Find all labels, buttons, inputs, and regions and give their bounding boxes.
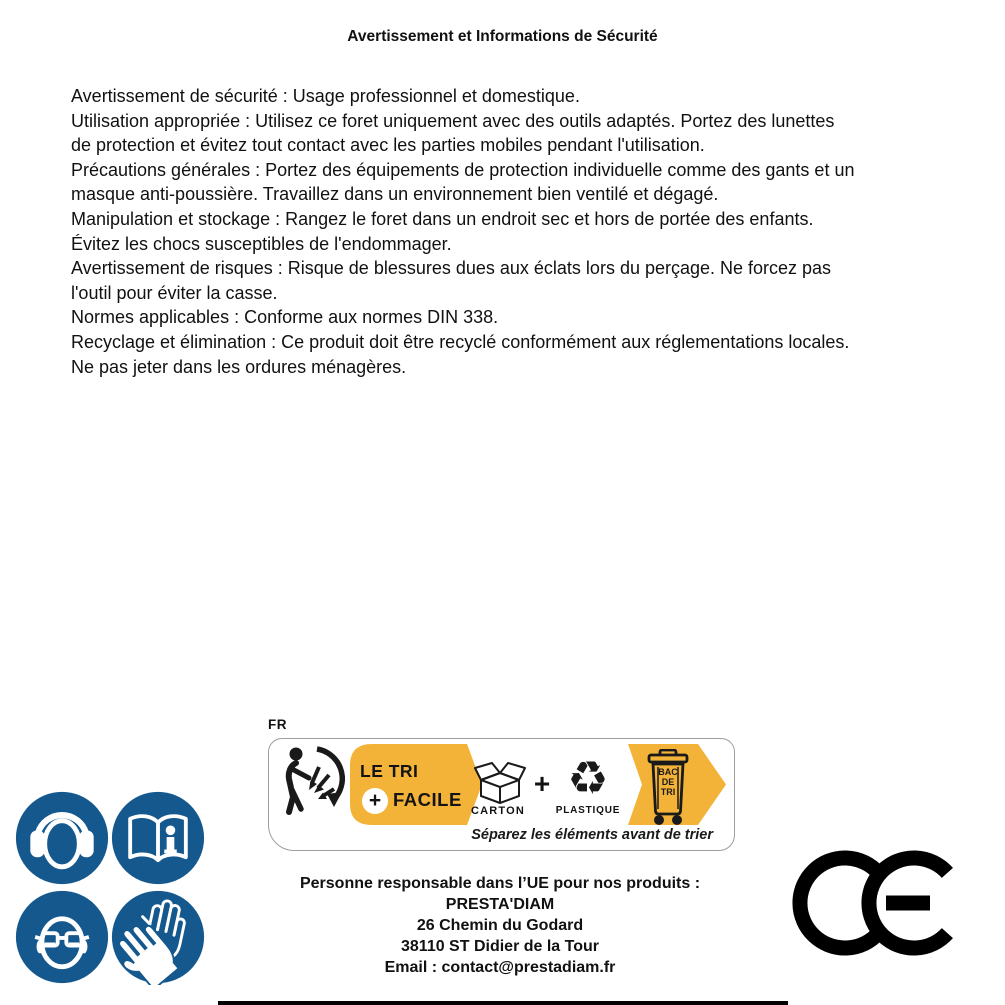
safety-text-line: l'outil pour éviter la casse. (71, 282, 278, 303)
responsible-person-line: Email : contact@prestadiam.fr (384, 959, 616, 976)
safety-text-line: Précautions générales : Portez des équipements de protection individuelle comme des gants et un (71, 159, 855, 180)
sorting-footer-note: Séparez les éléments avant de trier (471, 827, 713, 843)
country-code-label: FR (268, 717, 287, 732)
bin-text-line: TRI (660, 787, 676, 797)
wear-protective-gloves-icon (110, 889, 206, 985)
safety-text-line: Normes applicables : Conforme aux normes DIN 338. (71, 307, 499, 328)
material-plastique-label: PLASTIQUE (555, 805, 621, 816)
bin-text-line: DE (661, 777, 675, 787)
safety-text-line: Avertissement de sécurité : Usage professionnel et domestique. (71, 86, 580, 106)
safety-text-line: de protection et évitez tout contact avec les parties mobiles pendant l'utilisation. (71, 135, 705, 156)
ce-marking-icon (792, 843, 962, 963)
safety-text-line: Manipulation et stockage : Rangez le foret dans un endroit sec et hors de portée des enfants. (71, 208, 814, 229)
responsible-person-block (250, 873, 750, 978)
safety-text-line: Ne pas jeter dans les ordures ménagères. (71, 356, 407, 377)
page-title: Avertissement et Informations de Sécurité (347, 28, 658, 45)
safety-text (71, 84, 971, 379)
material-carton-label: CARTON (470, 805, 526, 817)
triman-recycling-icon (279, 745, 345, 815)
safety-text-line: masque anti-poussière. Travaillez dans un environnement bien ventilé et dégagé. (71, 184, 719, 205)
carton-box-icon (473, 758, 527, 804)
bin-text-line: BAC (658, 767, 678, 777)
tri-headline-line1: LE TRI (360, 761, 419, 781)
cropped-bottom-bar (218, 1001, 788, 1005)
responsible-person-line: PRESTA'DIAM (445, 896, 555, 913)
plastic-recycling-icon: ♻ (567, 751, 609, 805)
responsible-person-line: 38110 ST Didier de la Tour (401, 938, 599, 955)
read-instruction-manual-icon (110, 790, 206, 886)
safety-text-line: Utilisation appropriée : Utilisez ce foret uniquement avec des outils adaptés. Portez des lunettes (71, 110, 835, 131)
safety-text-line: Avertissement de risques : Risque de blessures dues aux éclats lors du perçage. Ne forcez pas (71, 258, 832, 279)
responsible-person-line: Personne responsable dans l’UE pour nos produits : (299, 875, 701, 892)
responsible-person-line: 26 Chemin du Godard (416, 917, 584, 934)
wear-eye-protection-icon (14, 889, 110, 985)
bin-text (646, 767, 690, 797)
wear-ear-protection-icon (14, 790, 110, 886)
safety-text-line: Évitez les chocs susceptibles de l'endommager. (71, 233, 452, 254)
safety-text-line: Recyclage et élimination : Ce produit doit être recyclé conformément aux réglementations locales. (71, 331, 850, 352)
tri-plus-badge: + (362, 788, 388, 814)
tri-headline-line2: FACILE (393, 789, 462, 810)
materials-plus-sign: + (533, 768, 551, 799)
